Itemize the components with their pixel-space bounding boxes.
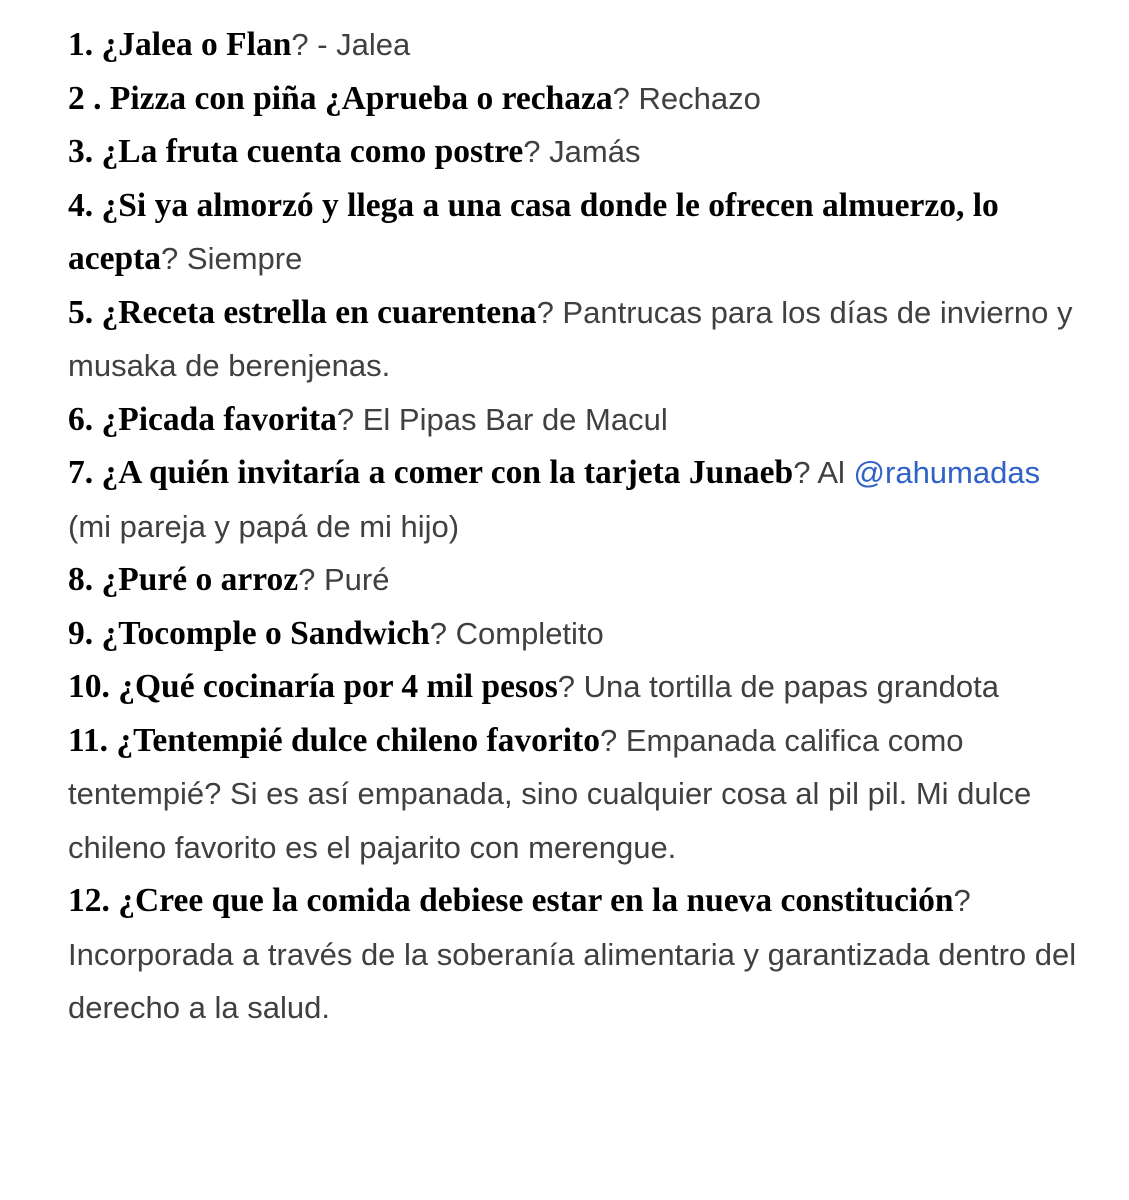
question-mark: ?	[599, 722, 618, 758]
answer-text: Empanada califica como tentempié? Si es así empanada, sino cualquier cosa al pil pil. Mi dulce chileno favorito es el pajarito con merengue.	[68, 722, 1032, 865]
question-number: 1.	[68, 26, 102, 63]
question-number: 11.	[68, 721, 117, 759]
qa-item-5	[68, 286, 1088, 393]
answer-text: Una tortilla de papas grandota	[575, 669, 999, 704]
answer-text: Completito	[447, 615, 604, 651]
answer-text: Pantrucas para los días de invierno y musaka de berenjenas.	[68, 294, 1073, 383]
question-number: 7.	[68, 454, 102, 491]
question-number: 5.	[68, 293, 102, 331]
answer-text: Rechazo	[629, 80, 761, 116]
answer-text: Al	[810, 455, 854, 490]
qa-item-12	[68, 874, 1088, 1035]
question-mark: ?	[429, 615, 447, 651]
qa-item-10	[68, 660, 1088, 714]
qa-item-9	[68, 607, 1088, 661]
qa-item-8	[68, 553, 1088, 607]
question-mark: ?	[612, 80, 630, 116]
question-text: ¿Cree que la comida debiese estar en la nueva constitución	[118, 882, 954, 919]
question-number: 9.	[68, 614, 102, 652]
qa-item-4	[68, 179, 1088, 286]
answer-text: El Pipas Bar de Macul	[354, 401, 668, 437]
question-text: ¿Si ya almorzó y llega a una casa donde le ofrecen almuerzo, lo acepta	[68, 186, 999, 277]
question-text: ¿Picada favorita	[101, 400, 337, 438]
question-number: 8.	[68, 561, 102, 598]
question-mark: ?	[793, 455, 811, 490]
answer-text-continued: (mi pareja y papá de mi hijo)	[68, 508, 460, 544]
question-number: 2 .	[68, 79, 110, 117]
question-mark: ?	[336, 401, 355, 437]
question-text: ¿Tentempié dulce chileno favorito	[116, 721, 600, 759]
qa-item-7	[68, 446, 1088, 553]
answer-text: - Jalea	[308, 27, 411, 62]
question-mark: ?	[161, 241, 179, 276]
question-text: ¿Puré o arroz	[101, 561, 299, 598]
qa-item-6	[68, 393, 1088, 447]
answer-text: Jamás	[540, 134, 641, 169]
question-mark: ?	[291, 27, 309, 62]
question-text: ¿A quién invitaría a comer con la tarjeta Junaeb	[101, 454, 794, 491]
question-mark: ?	[557, 669, 576, 704]
question-mark: ?	[523, 134, 541, 169]
qa-item-1	[68, 18, 1088, 72]
question-number: 3.	[68, 133, 102, 170]
qa-item-2	[68, 72, 1088, 126]
question-text: ¿Tocomple o Sandwich	[101, 614, 430, 652]
question-text: ¿Qué cocinaría por 4 mil pesos	[118, 668, 558, 705]
questionnaire-list	[68, 18, 1088, 1035]
answer-text: Puré	[315, 562, 390, 597]
question-text: ¿Receta estrella en cuarentena	[101, 293, 537, 331]
answer-text: Siempre	[178, 241, 303, 276]
question-text: Pizza con piña ¿Aprueba o rechaza	[109, 79, 613, 117]
question-mark: ?	[536, 294, 554, 330]
question-number: 4.	[68, 186, 102, 224]
question-number: 12.	[68, 882, 119, 919]
answer-text: Incorporada a través de la soberanía alimentaria y garantizada dentro del derecho a la salud.	[68, 936, 1077, 1025]
qa-item-3	[68, 125, 1088, 179]
question-number: 10.	[68, 668, 119, 705]
user-mention-link[interactable]: @rahumadas	[853, 455, 1041, 490]
question-text: ¿Jalea o Flan	[101, 26, 292, 63]
qa-item-11	[68, 714, 1088, 875]
question-number: 6.	[68, 400, 102, 438]
question-mark: ?	[298, 562, 316, 597]
question-text: ¿La fruta cuenta como postre	[101, 133, 524, 170]
question-mark: ?	[953, 883, 971, 918]
